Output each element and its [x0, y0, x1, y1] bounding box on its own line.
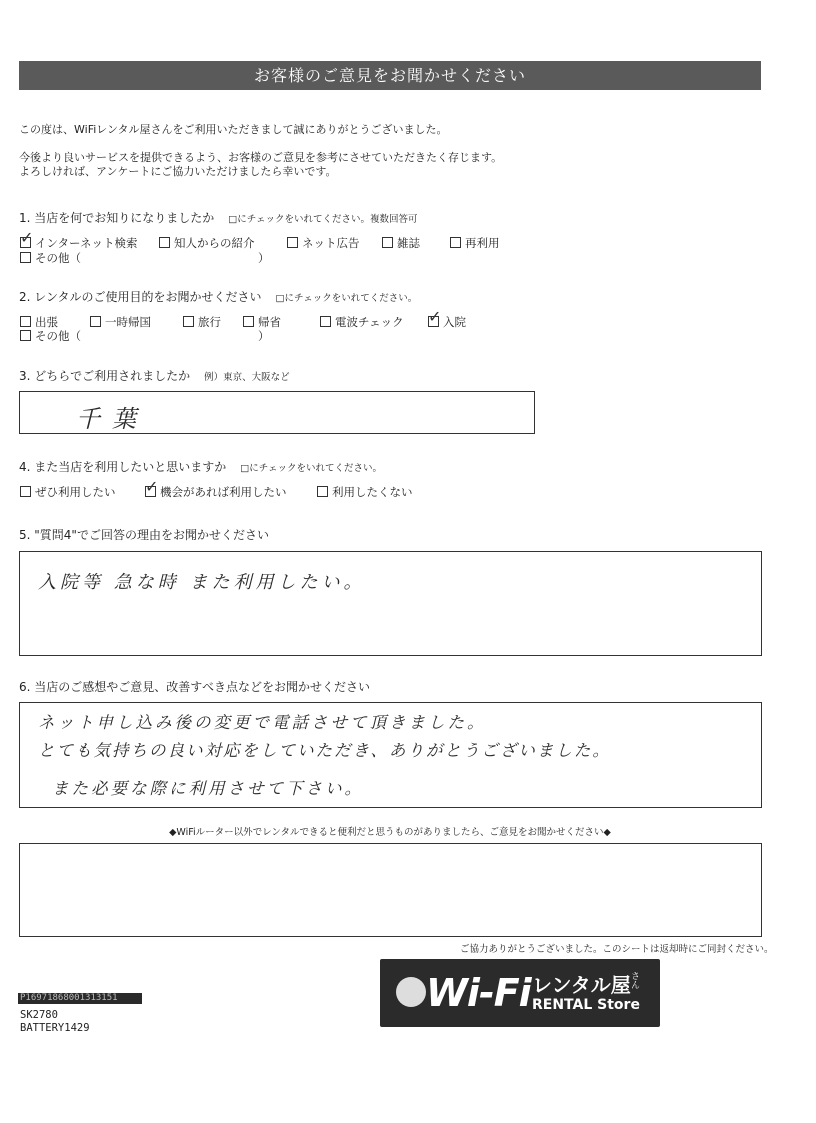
- q1-option-magazine[interactable]: [382, 235, 420, 251]
- question-1: [19, 209, 417, 226]
- q1-other-close: ）: [258, 251, 270, 265]
- checkmark-icon: ✓: [428, 307, 442, 326]
- q4-option-label: ぜひ利用したい: [35, 485, 116, 499]
- q2-option-label: 旅行: [198, 315, 221, 329]
- checkbox-checked[interactable]: [428, 307, 442, 327]
- checkbox-checked[interactable]: [20, 228, 34, 248]
- checkbox[interactable]: [382, 237, 393, 248]
- intro-line-2: 今後より良いサービスを提供できるよう、お客様のご意見を参考にさせていただきたく存じます。: [19, 151, 503, 164]
- q1-option-label: 知人からの紹介: [174, 236, 255, 250]
- checkbox[interactable]: [159, 237, 170, 248]
- checkbox[interactable]: [20, 252, 31, 263]
- logo-store-text: RENTAL Store: [532, 997, 640, 1013]
- q2-option-travel[interactable]: [183, 314, 221, 330]
- question-1-label: 1. 当店を何でお知りになりましたか: [19, 211, 215, 225]
- question-2-label: 2. レンタルのご使用目的をお聞かせください: [19, 290, 262, 304]
- question-5-label: 5. "質問4"でご回答の理由をお聞かせください: [19, 528, 269, 542]
- question-4: [19, 458, 382, 475]
- q2-option-label: 一時帰国: [105, 315, 151, 329]
- q1-option-label: 再利用: [465, 236, 500, 250]
- page-title: お客様のご意見をお聞かせください: [19, 61, 761, 90]
- checkbox[interactable]: [20, 316, 31, 327]
- q6-answer-line-2: とても気持ちの良い対応をしていただき、ありがとうございました。: [38, 741, 611, 760]
- q4-option-label: 利用したくない: [332, 485, 413, 499]
- checkbox[interactable]: [243, 316, 254, 327]
- q1-option-label: インターネット検索: [35, 236, 138, 250]
- checkbox[interactable]: [450, 237, 461, 248]
- q1-option-other[interactable]: [20, 250, 81, 266]
- q2-other-label: その他（: [35, 329, 81, 343]
- checkbox[interactable]: [320, 316, 331, 327]
- code-battery: BATTERY1429: [20, 1022, 90, 1034]
- checkbox[interactable]: [90, 316, 101, 327]
- q1-option-label: 雑誌: [397, 236, 420, 250]
- q5-answer: 入院等 急な時 また利用したい。: [38, 572, 366, 593]
- question-4-label: 4. また当店を利用したいと思いますか: [19, 460, 227, 474]
- q4-option-no[interactable]: [317, 484, 413, 500]
- q6-answer-line-1: ネット申し込み後の変更で電話させて頂きました。: [38, 713, 487, 732]
- logo-rental-text: レンタル屋: [532, 973, 631, 997]
- logo-wifi-text: Wi-Fi: [426, 971, 531, 1015]
- q2-option-label: 入院: [443, 315, 466, 329]
- intro-line-3: よろしければ、アンケートにご協力いただけましたら幸いです。: [19, 165, 337, 178]
- checkbox[interactable]: [317, 486, 328, 497]
- q6-answer-box[interactable]: [19, 702, 762, 808]
- q1-option-label: ネット広告: [302, 236, 360, 250]
- barcode-label: P16971868001313151: [18, 993, 142, 1004]
- intro-line-1: この度は、WiFiレンタル屋さんをご利用いただきまして誠にありがとうございました。: [19, 123, 448, 136]
- q4-option-if-chance[interactable]: [145, 477, 287, 500]
- footer-thanks: ご協力ありがとうございました。このシートは返却時にご同封ください。: [460, 944, 774, 955]
- checkbox-checked[interactable]: [145, 477, 159, 497]
- q4-option-label: 機会があれば利用したい: [160, 485, 287, 499]
- brand-logo: [380, 959, 660, 1027]
- checkmark-icon: ✓: [20, 228, 34, 247]
- question-5: [19, 526, 269, 543]
- q2-option-other[interactable]: [20, 328, 81, 344]
- logo-san-text: さん: [629, 971, 639, 989]
- question-3: [19, 367, 290, 384]
- checkmark-icon: ✓: [145, 477, 159, 496]
- crown-mascot-icon: [396, 977, 426, 1007]
- question-3-note: 例）東京、大阪など: [204, 372, 290, 383]
- extra-answer-box[interactable]: [19, 843, 762, 937]
- q5-answer-box[interactable]: [19, 551, 762, 656]
- question-2: [19, 288, 417, 305]
- q3-answer-box[interactable]: [19, 391, 535, 434]
- q1-option-referral[interactable]: [159, 235, 255, 251]
- q1-option-reuse[interactable]: [450, 235, 500, 251]
- question-1-note: □にチェックをいれてください。複数回答可: [228, 214, 418, 225]
- q2-option-hospital[interactable]: [428, 307, 466, 330]
- q2-option-label: 帰省: [258, 315, 281, 329]
- question-4-note: □にチェックをいれてください。: [240, 463, 382, 474]
- q1-option-internet[interactable]: [20, 228, 138, 251]
- q2-other-close: ）: [258, 329, 270, 343]
- q2-option-home-visit[interactable]: [90, 314, 151, 330]
- q1-other-label: その他（: [35, 251, 81, 265]
- extra-prompt: ◆WiFiルーター以外でレンタルできると便利だと思うものがありましたら、ご意見をお聞かせください◆: [169, 827, 611, 838]
- question-6-label: 6. 当店のご感想やご意見、改善すべき点などをお聞かせください: [19, 680, 371, 694]
- checkbox[interactable]: [20, 330, 31, 341]
- checkbox[interactable]: [20, 486, 31, 497]
- question-3-label: 3. どちらでご利用されましたか: [19, 369, 191, 383]
- q2-option-label: 電波チェック: [335, 315, 404, 329]
- q2-option-label: 出張: [35, 315, 58, 329]
- q1-option-net-ad[interactable]: [287, 235, 360, 251]
- q2-option-signal-check[interactable]: [320, 314, 404, 330]
- q4-option-definitely[interactable]: [20, 484, 116, 500]
- q3-answer: 千葉: [76, 405, 148, 433]
- question-2-note: □にチェックをいれてください。: [275, 293, 418, 304]
- q6-answer-line-3: また必要な際に利用させて下さい。: [52, 779, 364, 798]
- question-6: [19, 678, 370, 695]
- checkbox[interactable]: [183, 316, 194, 327]
- code-sk: SK2780: [20, 1009, 58, 1021]
- checkbox[interactable]: [287, 237, 298, 248]
